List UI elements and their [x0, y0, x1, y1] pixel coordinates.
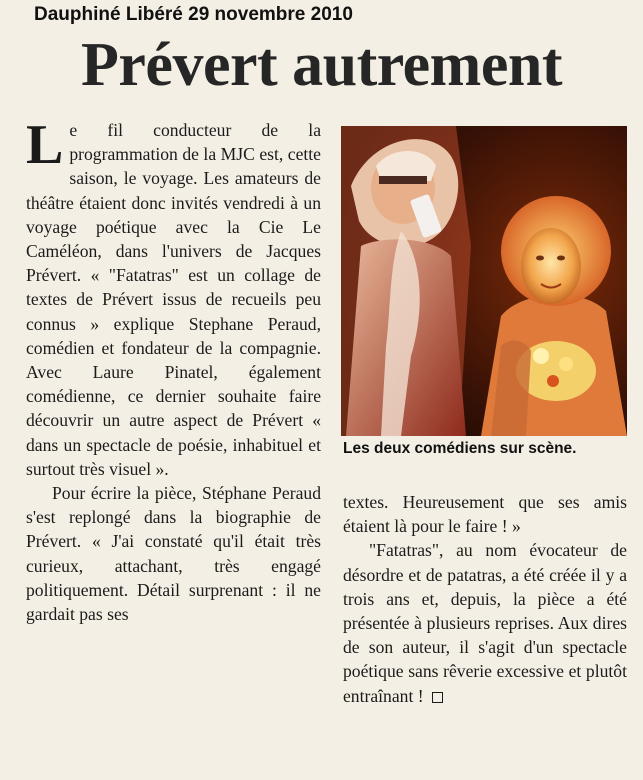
drop-cap: L	[26, 114, 64, 176]
headline: Prévert autrement	[81, 31, 562, 99]
article-closing-paragraph	[343, 538, 627, 707]
photo-caption: Les deux comédiens sur scène.	[343, 440, 577, 457]
end-of-article-square-icon	[432, 692, 443, 703]
article-continuation: textes. Heureusement que ses amis étaient là pour le faire ! »	[343, 492, 627, 537]
paragraph-1-text: e fil conducteur de la programmation de la MJC est, cette saison, le voyage. Les amateurs de théâtre étaient donc invités vendredi à un voyage poétique avec la Cie Le Caméléon, dans l'univers de Jacques Prévert. « "Fatatras" est un collage de textes de Prévert issus de recueils peu connus » explique Stephane Peraud, comédien et fondateur de la compagnie. Avec Laure Pinatel, également comédienne, ce dernier souhaite faire découvrir un autre aspect de Prévert « dans un spectacle de poésie, inhabituel et surtout très visuel ».	[26, 120, 321, 479]
closing-text: "Fatatras", au nom évocateur de désordre et de patatras, a été créée il y a trois ans et, depuis, la pièce a été présentée à plusieurs reprises. Aux dires de son auteur, il s'agit d'un spectacle poétique sans rêverie excessive et plutôt entraînant !	[343, 540, 627, 706]
article-column-left	[26, 114, 321, 626]
article-paragraph-2: Pour écrire la pièce, Stéphane Peraud s'est replongé dans la biographie de Prévert. « J'ai constaté qu'il était très curieux, attachant, très engagé politiquement. Détail surprenant : il ne gardait pas ses	[26, 483, 321, 625]
source-line: Dauphiné Libéré 29 novembre 2010	[34, 4, 353, 25]
stage-photo-image	[341, 126, 627, 436]
article-column-right	[343, 490, 627, 708]
stage-photo	[341, 126, 627, 436]
article-paragraph-1	[26, 114, 321, 481]
